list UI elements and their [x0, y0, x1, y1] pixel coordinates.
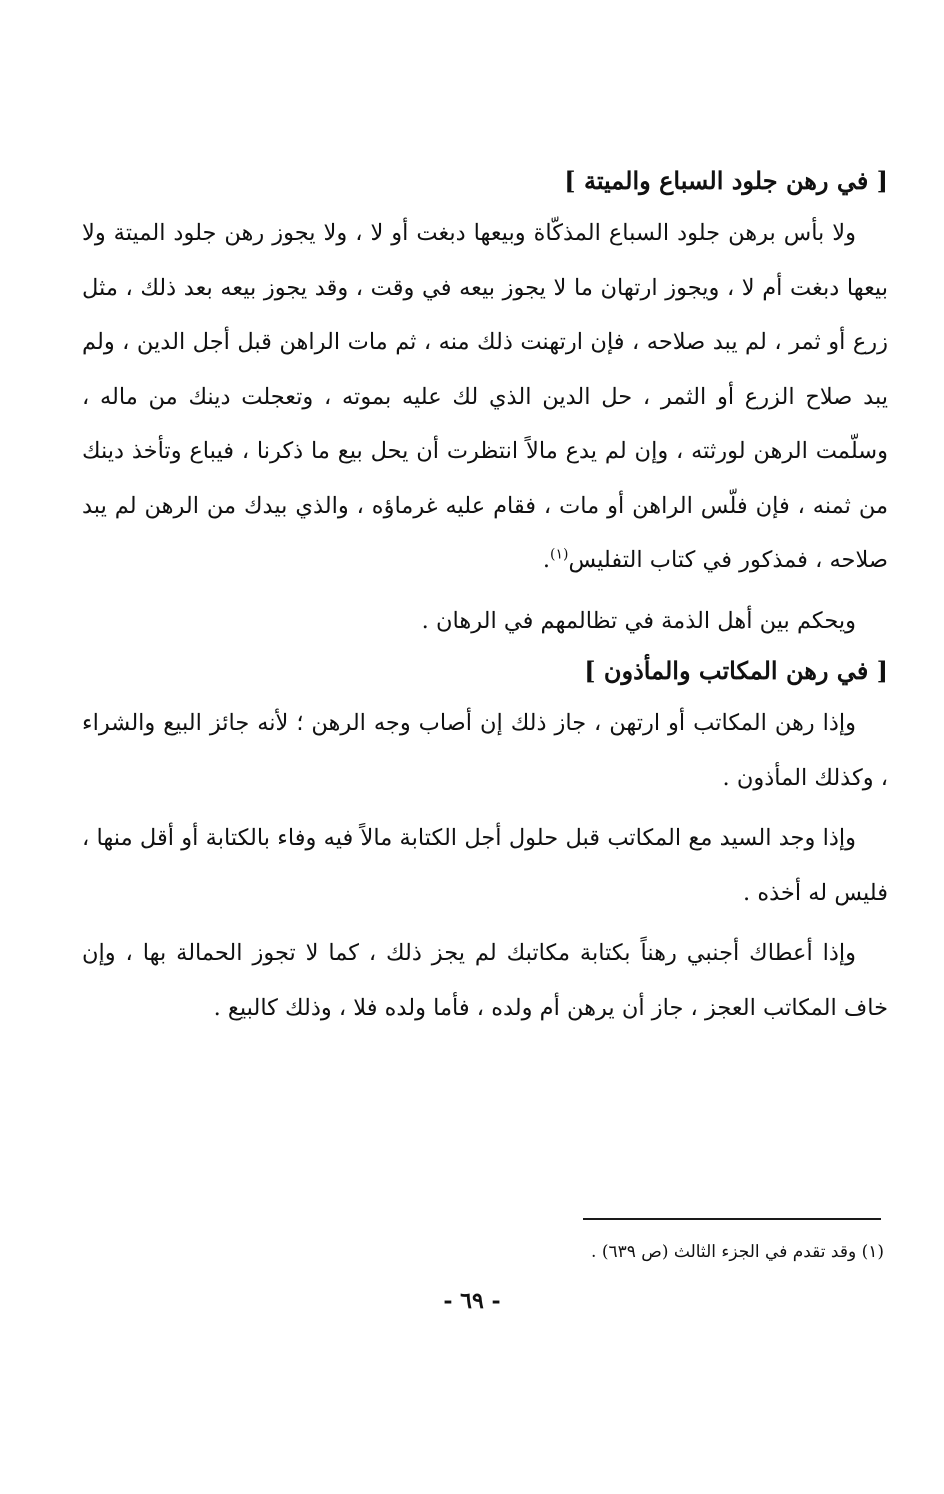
page-body: [82, 158, 888, 1035]
paragraph-skins-end: .: [542, 547, 550, 573]
paragraph-mukatab-pledge: وإذا رهن المكاتب أو ارتهن ، جاز ذلك إن أصاب وجه الرهن ؛ لأنه جائز البيع والشراء ، وكذلك المأذون .: [82, 710, 888, 791]
page-number: - ٦٩ -: [443, 1288, 501, 1314]
section-heading-skins: [ في رهن جلود السباع والميتة ]: [564, 166, 888, 195]
section-heading-mukatab: [ في رهن المكاتب والمأذون ]: [584, 656, 888, 685]
footnote-divider: [583, 1218, 881, 1220]
footnote-reference: (١): [549, 546, 569, 563]
paragraph-dhimmi-judgment: ويحكم بين أهل الذمة في تظالمهم في الرهان .: [421, 607, 856, 634]
paragraph-stranger-pledge: وإذا أعطاك أجنبي رهناً بكتابة مكاتبك لم يجز ذلك ، كما لا تجوز الحمالة بها ، وإن خاف المكاتب العجز ، جاز أن يرهن أم ولده ، فأما ولده فلا ، وذلك كالبيع .: [82, 940, 888, 1021]
footnote-text: (١) وقد تقدم في الجزء الثالث (ص ٦٣٩) .: [591, 1242, 884, 1262]
paragraph-skins-text: ولا بأس برهن جلود السباع المذكّاة وبيعها دبغت أو لا ، ولا يجوز رهن جلود الميتة ولا بيعها دبغت أم لا ، ويجوز ارتهان ما لا يجوز بيعه في وقت ، وقد يجوز بيعه بعد ذلك ، مثل زرع أو ثمر ، لم يبد صلاحه ، فإن ارتهنت ذلك منه ، ثم مات الراهن قبل أجل الدين ، ولم يبد صلاح الزرع أو الثمر ، حل الدين الذي لك عليه بموته ، وتعجلت دينك من ماله ، وسلّمت الرهن لورثته ، وإن لم يدع مالاً انتظرت أن يحل بيع ما ذكرنا ، فيباع وتأخذ دينك من ثمنه ، فإن فلّس الراهن أو مات ، فقام عليه غرماؤه ، والذي بيدك من الرهن لم يبد صلاحه ، فمذكور في كتاب التفليس: [82, 220, 888, 573]
paragraph-skins-pledge: [82, 206, 888, 588]
paragraph-master-finding-money: وإذا وجد السيد مع المكاتب قبل حلول أجل الكتابة مالاً فيه وفاء بالكتابة أو أقل منها ، فليس له أخذه .: [82, 825, 888, 906]
